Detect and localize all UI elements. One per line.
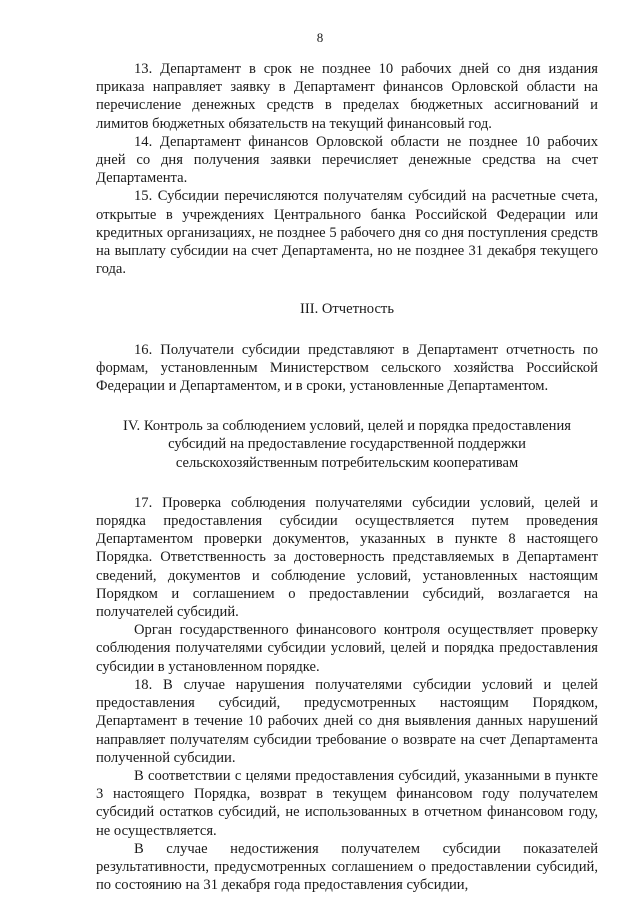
paragraph-18-return: В соответствии с целями предоставления субсидий, указанными в пункте 3 настоящего Порядка, возврат в текущем финансовом году получателем субсидий остатков субсидий, не использованных в отчетном финансовом году, не осуществляется. — [96, 767, 598, 839]
section-4-heading: IV. Контроль за соблюдением условий, целей и порядка предоставления субсидий на предоставление государственной поддержки сельскохозяйственным потребительским кооперативам — [123, 418, 571, 471]
paragraph-18: 18. В случае нарушения получателями субсидии условий и целей предоставления субсидий, предусмотренных настоящим Порядком, Департамент в течение 10 рабочих дней со дня выявления данных нарушений направляет получателям субсидии требование о возврате на счет Департамента полученной субсидии. — [96, 676, 598, 766]
paragraph-17-control: Орган государственного финансового контроля осуществляет проверку соблюдения получателями субсидии условий, целей и порядка предоставления субсидии в установленном порядке. — [96, 622, 598, 675]
section-3-heading: III. Отчетность — [300, 301, 394, 318]
paragraph-15: 15. Субсидии перечисляются получателям субсидий на расчетные счета, открытые в учреждениях Центрального банка Российской Федерации или кредитных организациях, не позднее 5 рабочего дня со дня поступления средств на выплату субсидии на счет Департамента, но не позднее 31 декабря текущего года. — [96, 188, 598, 278]
document-body — [96, 60, 598, 894]
paragraph-13: 13. Департамент в срок не позднее 10 рабочих дней со дня издания приказа направляет заявку в Департамент финансов Орловской области на перечисление денежных средств в пределах бюджетных ассигнований и лимитов бюджетных обязательств на текущий финансовый год. — [96, 61, 598, 132]
paragraph-16: 16. Получатели субсидии представляют в Департамент отчетность по формам, установленным Министерством сельского хозяйства Российской Федерации и Департаментом, и в сроки, установленные Департаментом. — [96, 341, 598, 395]
paragraph-14: 14. Департамент финансов Орловской области не позднее 10 рабочих дней со дня получения заявки перечисляет денежные средства на счет Департамента. — [96, 133, 598, 187]
page-number: 8 — [316, 30, 324, 45]
paragraph-18-indicators: В случае недостижения получателем субсидии показателей результативности, предусмотренных соглашением о предоставлении субсидий, по состоянию на 31 декабря года предоставления субсидии, — [96, 840, 598, 894]
paragraph-17: 17. Проверка соблюдения получателями субсидии условий, целей и порядка предоставления субсидии осуществляется путем проведения Департаментом проверки документов, указанных в пункте 8 настоящего Порядка. Ответственность за достоверность представляемых в Департамент сведений, документов и соблюдение условий, установленных настоящим Порядком и соглашением о предоставлении субсидий, возлагается на получателей субсидий. — [96, 494, 598, 621]
